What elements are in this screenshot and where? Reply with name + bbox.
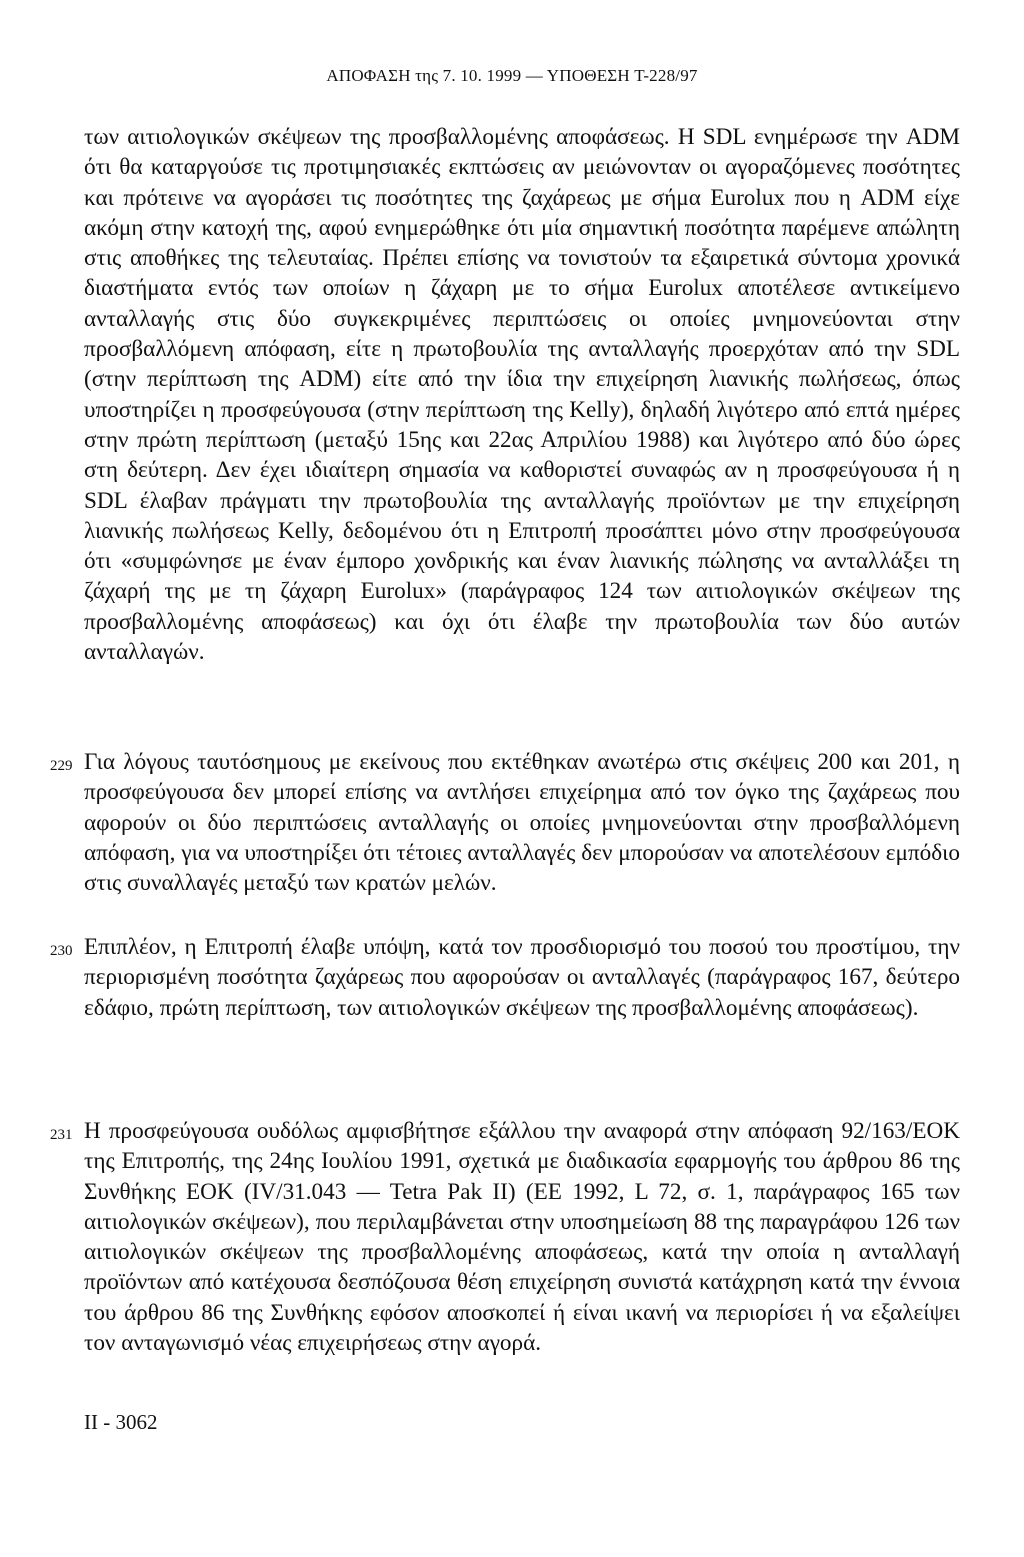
page-number: II - 3062 (84, 1410, 158, 1434)
paragraph-number-229: 229 (50, 758, 73, 774)
paragraph-230: Επιπλέον, η Επιτροπή έλαβε υπόψη, κατά τον προσδιορισμό του ποσού του προστίμου, την περιορισμένη ποσότητα ζαχάρεως που αφορούσαν οι ανταλλαγές (παράγραφος 167, δεύτερο εδάφιο, πρώτη περίπτωση, των αιτιολογικών σκέψεων της προσβαλλομένης αποφάσεως). (84, 934, 960, 1021)
paragraph-228-continuation: των αιτιολογικών σκέψεων της προσβαλλομένης αποφάσεως. Η SDL ενημέρωσε την ADM ότι θα καταργούσε τις προτιμησιακές εκπτώσεις αν μειώνονταν οι αγοραζόμενες ποσότητες και πρότεινε να αγοράσει τις ποσότητες της ζαχάρεως με σήμα Eurolux που η ADM είχε ακόμη στην κατοχή της, αφού ενημερώθηκε ότι μία σημαντική ποσότητα παρέμενε απώλητη στις αποθήκες της τελευταίας. Πρέπει επίσης να τονιστούν τα εξαιρετικά σύντομα χρονικά διαστήματα εντός των οποίων η ζάχαρη με το σήμα Eurolux αποτέλεσε αντικείμενο ανταλλαγής στις δύο συγκεκριμένες περιπτώσεις οι οποίες μνημονεύονται στην προσβαλλόμενη απόφαση, είτε η πρωτοβουλία της ανταλλαγής προερχόταν από την SDL (στην περίπτωση της ADM) είτε από την ίδια την επιχείρηση λιανικής πωλήσεως, όπως υποστηρίζει η προσφεύγουσα (στην περίπτωση της Kelly), δηλαδή λιγότερο από επτά ημέρες στην πρώτη περίπτωση (μεταξύ 15ης και 22ας Απριλίου 1988) και λιγότερο από δύο ώρες στη δεύτερη. Δεν έχει ιδιαίτερη σημασία να καθοριστεί συναφώς αν η προσφεύγουσα ή η SDL έλαβαν πράγματι την πρωτοβουλία της ανταλλαγής προϊόντων με την επιχείρηση λιανικής πωλήσεως Kelly, δεδομένου ότι η Επιτροπή προσάπτει μόνο στην προσφεύγουσα ότι «συμφώνησε με έναν έμπορο χονδρικής και έναν λιανικής πώλησης να ανταλλάξει τη ζάχαρή της με τη ζάχαρη Eurolux» (παράγραφος 124 των αιτιολογικών σκέψεων της προσβαλλομένης αποφάσεως) και όχι ότι έλαβε την πρωτοβουλία των δύο αυτών ανταλλαγών. (84, 124, 960, 666)
paragraph-229: Για λόγους ταυτόσημους με εκείνους που εκτέθηκαν ανωτέρω στις σκέψεις 200 και 201, η προσφεύγουσα δεν μπορεί επίσης να αντλήσει επιχείρημα από τον όγκο της ζαχάρεως που αφορούν οι δύο περιπτώσεις ανταλλαγής οι οποίες μνημονεύονται στην προσβαλλόμενη απόφαση, για να υποστηρίξει ότι τέτοιες ανταλλαγές δεν μπορούσαν να αποτελέσουν εμπόδιο στις συναλλαγές μεταξύ των κρατών μελών. (84, 749, 960, 897)
paragraph-number-231: 231 (50, 1127, 73, 1143)
paragraph-number-230: 230 (50, 943, 73, 959)
paragraph-231: Η προσφεύγουσα ουδόλως αμφισβήτησε εξάλλου την αναφορά στην απόφαση 92/163/ΕΟΚ της Επιτροπής, της 24ης Ιουλίου 1991, σχετικά με διαδικασία εφαρμογής του άρθρου 86 της Συνθήκης ΕΟΚ (IV/31.043 — Tetra Pak II) (ΕΕ 1992, L 72, σ. 1, παράγραφος 165 των αιτιολογικών σκέψεων), που περιλαμβάνεται στην υποσημείωση 88 της παραγράφου 126 των αιτιολογικών σκέψεων της προσβαλλομένης αποφάσεως, κατά την οποία η ανταλλαγή προϊόντων από κατέχουσα δεσπόζουσα θέση επιχείρηση συνιστά κατάχρηση κατά την έννοια του άρθρου 86 της Συνθήκης εφόσον αποσκοπεί ή είναι ικανή να περιορίσει ή να εξαλείψει τον ανταγωνισμό νέας επιχειρήσεως στην αγορά. (84, 1118, 960, 1357)
running-header: ΑΠΟΦΑΣΗ της 7. 10. 1999 — ΥΠΟΘΕΣΗ T-228/97 (326, 66, 698, 85)
